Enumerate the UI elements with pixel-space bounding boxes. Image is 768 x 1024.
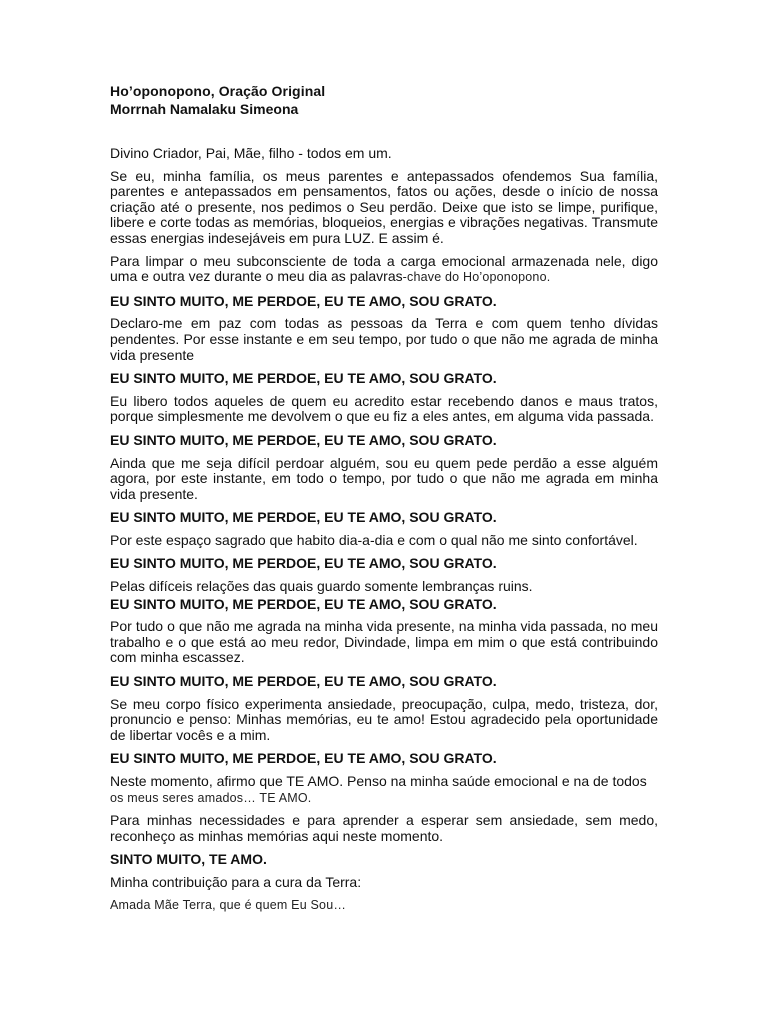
paragraph-2-text: Para limpar o meu subconsciente de toda a carga emocional armazenada nele, digo uma e outra vez durante o meu dia as palavras bbox=[110, 252, 658, 285]
refrain-3: EU SINTO MUITO, ME PERDOE, EU TE AMO, SOU GRATO. bbox=[110, 431, 497, 448]
refrain-1: EU SINTO MUITO, ME PERDOE, EU TE AMO, SOU GRATO. bbox=[110, 292, 497, 309]
paragraph-12: Minha contribuição para a cura da Terra: bbox=[110, 873, 362, 890]
paragraph-intro: Divino Criador, Pai, Mãe, filho - todos em um. bbox=[110, 145, 392, 161]
refrain-8: EU SINTO MUITO, ME PERDOE, EU TE AMO, SOU GRATO. bbox=[110, 750, 497, 767]
document-author: Morrnah Namalaku Simeona bbox=[110, 101, 299, 117]
paragraph-6: Por este espaço sagrado que habito dia-a-dia e com o qual não me sinto confortável. bbox=[110, 531, 638, 548]
paragraph-10-text: Neste momento, afirmo que TE AMO. Penso na minha saúde emocional e na de todos bbox=[110, 773, 647, 789]
refrain-short: SINTO MUITO, TE AMO. bbox=[110, 851, 267, 868]
paragraph-5: Ainda que me seja difícil perdoar alguém, sou eu quem pede perdão a esse alguém agora, por este instante, em todo o tempo, por tudo o que não me agrada em minha vida presente. bbox=[110, 454, 658, 502]
paragraph-13: Amada Mãe Terra, que é quem Eu Sou… bbox=[110, 897, 347, 912]
paragraph-7: Pelas difíceis relações das quais guardo somente lembranças ruins. bbox=[110, 578, 533, 595]
paragraph-4: Eu libero todos aqueles de quem eu acredito estar recebendo danos e maus tratos, porque simplesmente me devolvem o que eu fiz a eles antes, em alguma vida passada. bbox=[110, 392, 658, 425]
paragraph-11: Para minhas necessidades e para aprender a esperar sem ansiedade, sem medo, reconheço as minhas memórias aqui neste momento. bbox=[110, 812, 658, 844]
paragraph-10 bbox=[110, 774, 658, 806]
paragraph-2-tail: -chave do Ho’oponopono. bbox=[402, 270, 551, 285]
refrain-4: EU SINTO MUITO, ME PERDOE, EU TE AMO, SOU GRATO. bbox=[110, 509, 497, 526]
paragraph-2 bbox=[110, 254, 658, 286]
paragraph-1: Se eu, minha família, os meus parentes e antepassados ofendemos Sua família, parentes e antepassados em pensamentos, fatos ou ações, desde o início de nossa criação até o presente, nos pedimos o Seu perdão. Deixe que isto se limpe, purifique, libere e corte todas as memórias, bloqueios, energias e vibrações negativas. Transmute essas energias indesejáveis em pura LUZ. E assim é. bbox=[110, 167, 658, 246]
paragraph-9: Se meu corpo físico experimenta ansiedade, preocupação, culpa, medo, tristeza, dor, pronuncio e penso: Minhas memórias, eu te amo! Estou agradecido pela oportunidade de libertar vocês e a mim. bbox=[110, 695, 658, 743]
document-title: Ho’oponopono, Oração Original bbox=[110, 83, 326, 99]
refrain-7: EU SINTO MUITO, ME PERDOE, EU TE AMO, SOU GRATO. bbox=[110, 673, 497, 690]
refrain-2: EU SINTO MUITO, ME PERDOE, EU TE AMO, SOU GRATO. bbox=[110, 370, 497, 387]
paragraph-10-tail: os meus seres amados… TE AMO. bbox=[110, 790, 312, 805]
refrain-6: EU SINTO MUITO, ME PERDOE, EU TE AMO, SOU GRATO. bbox=[110, 595, 497, 612]
refrain-5: EU SINTO MUITO, ME PERDOE, EU TE AMO, SOU GRATO. bbox=[110, 555, 497, 572]
paragraph-8: Por tudo o que não me agrada na minha vida presente, na minha vida passada, no meu trabalho e o que está ao meu redor, Divindade, limpa em mim o que está contribuindo com minha escassez. bbox=[110, 618, 658, 666]
paragraph-3: Declaro-me em paz com todas as pessoas da Terra e com quem tenho dívidas pendentes. Por esse instante e em seu tempo, por tudo o que não me agrada de minha vida presente bbox=[110, 315, 658, 363]
